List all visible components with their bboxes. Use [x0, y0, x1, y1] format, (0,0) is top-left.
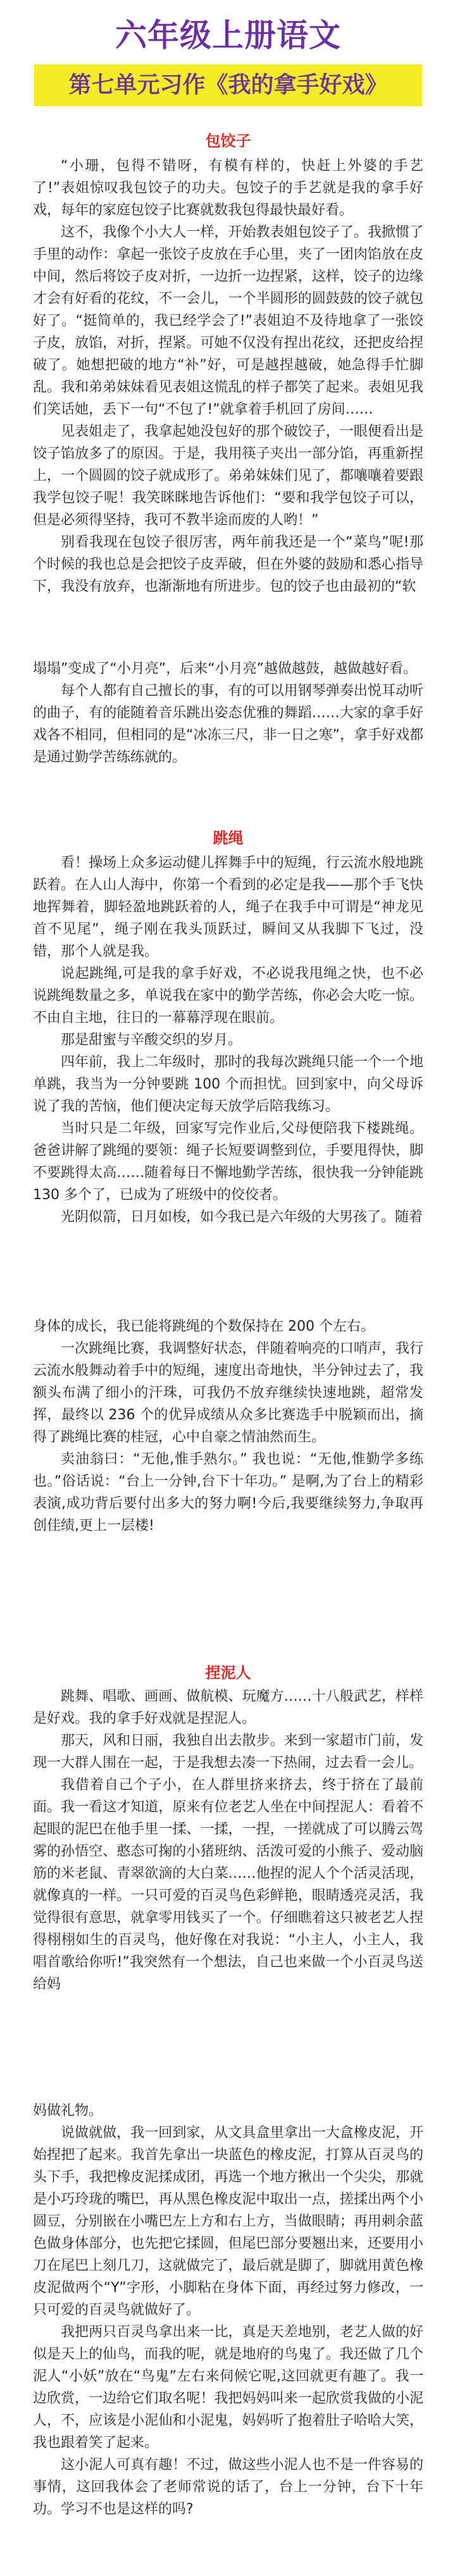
paragraph: 卖油翁曰：“无他,惟手熟尔。” 我也说：“无他,惟勤学多练也。”俗话说：“台上一分钟,台下十年功。” 是啊,为了台上的精彩表演,成功背后要付出多大的努力啊!今后,我要继续努力,争取再创佳绩,更上一层楼! — [33, 1451, 423, 1534]
essay-body-dumplings-part2 — [33, 658, 423, 768]
paragraph: 看！操场上众多运动健儿挥舞手中的短绳，行云流水般地跳跃着。在人山人海中，你第一个看到的必定是我——那个手飞快地挥舞着，脚轻盈地跳跃着的人，绳子在我手中可谓是“神龙见首不见尾”，绳子刚在我头顶跃过，瞬间又从我脚下飞过，没错，那个人就是我。 — [33, 855, 423, 959]
paragraph: 光阴似箭，日月如梭，如今我已是六年级的大男孩了。随着 — [61, 1209, 423, 1225]
paragraph: 我把两只百灵鸟拿出来一比，真是天差地别，老艺人做的好似是天上的仙鸟，而我的呢，就是地府的鸟鬼了。我还做了几个泥人“小妖”放在“鸟鬼”左右来伺候它呢,这回就更有趣了。我一边欣赏，一边给它们取名呢！我把妈妈叫来一起欣赏我做的小泥人，不，应该是小泥仙和小泥鬼，妈妈听了抱着肚子哈哈大笑，我也跟着笑了起来。 — [33, 2324, 423, 2451]
paragraph: 那是甜蜜与辛酸交织的岁月。 — [61, 1032, 242, 1048]
paragraph: 每个人都有自己擅长的事，有的可以用钢琴弹奏出悦耳动听的曲子，有的能随着音乐跳出姿态优雅的舞蹈……大家的拿手好戏各不相同，但相同的是“冰冻三尺，非一日之寒”，拿手好戏都是通过勤学苦练练就的。 — [33, 683, 423, 765]
paragraph: “小珊，包得不错呀，有模有样的，快赶上外婆的手艺了!”表姐惊叹我包饺子的功夫。包饺子的手艺就是我的拿手好戏，每年的家庭包饺子比赛就数我包得最快最好看。 — [33, 158, 423, 218]
paragraph: 身体的成长，我已能将跳绳的个数保持在 200 个左右。 — [33, 1319, 375, 1334]
paragraph: 塌塌”变成了“小月亮”，后来“小月亮”越做越鼓，越做越好看。 — [33, 661, 417, 677]
essay-title-dumplings: 包饺子 — [205, 132, 251, 150]
unit-subtitle-banner: 第七单元习作《我的拿手好戏》 — [34, 65, 422, 106]
paragraph: 这小泥人可真有趣！不过，做这些小泥人也不是一件容易的事情，这回我体会了老师常说的话了，台上一分钟，台下十年功。学习不也是这样的吗? — [33, 2457, 423, 2517]
essay-body-clay-figurines-part1 — [33, 1685, 423, 1995]
paragraph: 说做就做，我一回到家，从文具盒里拿出一大盒橡皮泥，开始捏把了起来。我首先拿出一块蓝色的橡皮泥，打算从百灵鸟的头下手，我把橡皮泥揉成团，再选一个地方揪出一个尖尖，那就是小巧玲珑的嘴巴，再从黑色橡皮泥中取出一点，搓揉出两个小圆豆，分别嵌在小嘴巴左上方和右上方，当做眼睛；再用刺余蓝色做身体部分，也先把它揉圆，但尾巴部分要翘出来，还要用小刀在尾巴上刻几刀，这就做完了，最后就是脚了，脚就用黄色橡皮泥做两个“Y”字形，小脚粘在身体下面，再经过努力修改，一只可爱的百灵鸟就做好了。 — [33, 2125, 423, 2318]
paragraph: 说起跳绳,可是我的拿手好戏，不必说我甩绳之快，也不必说跳绳数量之多，单说我在家中的勤学苦练，你必会大吃一惊。不由自主地，往日的一幕幕浮现在眼前。 — [33, 966, 423, 1026]
paragraph: 那天，风和日丽，我独自出去散步。来到一家超市门前，发现一大群人围在一起，于是我想去凑一下热闹，过去看一会儿。 — [33, 1733, 423, 1771]
essay-body-dumplings-part1 — [33, 155, 423, 598]
essay-title-clay-figurines: 捏泥人 — [205, 1664, 251, 1682]
page-title: 六年级上册语文 — [115, 17, 341, 54]
paragraph: 一次跳绳比赛，我调整好状态，伴随着响亮的口哨声，我行云流水般舞动着手中的短绳，速度出奇地快，半分钟过去了，我额头布满了细小的汗珠，可我仍不放弃继续快速地跳，超常发挥，最终以 236 个的优异成绩从众多比赛选手中脱颖而出，摘得了跳绳比赛的桂冠，心中自豪之情油然而生。 — [33, 1341, 423, 1445]
essay-body-jump-rope-part1 — [33, 852, 423, 1228]
paragraph: 别看我现在包饺子很厉害，两年前我还是一个“菜鸟”呢!那个时候的我也总是会把饺子皮弄破，但在外婆的鼓励和悉心指导下，我没有放弃，也渐渐地有所进步。包的饺子也由最初的“软 — [33, 534, 423, 595]
paragraph: 这不，我像个小大人一样，开始教表姐包饺子了。我掀惯了手里的动作：拿起一张饺子皮放在手心里，夹了一团肉馅放在皮中间，然后将饺子皮对折，一边折一边捏紧，这样，饺子的边缘才会有好看的花纹，不一会儿，一个半圆形的圆鼓鼓的饺子就包好了。“挺简单的，我已经学会了!”表姐迫不及待地拿了一张饺子皮，放馅，对折，捏紧。可她不仅没有捏出花纹，还把皮给捏破了。她想把破的地方“补”好，可是越捏越破，她急得手忙脚乱。我和弟弟妹妹看见表姐这慌乱的样子都笑了起来。表姐见我们笑话她，丢下一句“不包了!”就拿着手机回了房间…… — [33, 225, 423, 417]
paragraph: 跳舞、唱歌、画画、做航模、玩魔方……十八般武艺，样样是好戏。我的拿手好戏就是捏泥人。 — [33, 1689, 423, 1727]
paragraph: 四年前，我上二年级时，那时的我每次跳绳只能一个一个地单跳，我当为一分钟要跳 100 个而担忧。回到家中，向父母诉说了我的苦恼，他们便决定每天放学后陪我练习。 — [33, 1054, 423, 1114]
paragraph: 见表姐走了，我拿起她没包好的那个破饺子，一眼便看出是饺子馅放多了的原因。于是，我用筷子夹出一部分馅，再重新捏上，一个圆圆的饺子就成形了。弟弟妹妹们见了，都嚷嚷着要跟我学包饺子呢！我笑眯眯地告诉他们：“要和我学包饺子可以，但是必须得坚持，我可不教半途而废的人哟！” — [33, 424, 423, 528]
essay-title-jump-rope: 跳绳 — [213, 829, 244, 847]
paragraph: 当时只是二年级，回家写完作业后,父母便陪我下楼跳绳。爸爸讲解了跳绳的要领：绳子长短要调整到位，手要甩得快，脚不要跳得太高……随着每日不懈地勤学苦练，很快我一分钟能跳 130 多个了，已成为了班级中的佼佼者。 — [33, 1121, 423, 1203]
paragraph: 妈做礼物。 — [33, 2103, 103, 2119]
essay-body-clay-figurines-part2 — [33, 2100, 423, 2520]
paragraph: 我借着自己个子小，在人群里挤来挤去，终于挤在了最前面。我一看这才知道，原来有位老艺人坐在中间捏泥人：看着不起眼的泥巴在他手里一揉、一揉，一捏，一搓就成了可以腾云驾雾的孙悟空、憨态可掬的小猪班纳、活泼可爱的小熊子、爱动脑筋的米老鼠、青翠欲滴的大白菜……他捏的泥人个个活灵活现，就像真的一样。一只可爱的百灵鸟色彩鲜艳，眼睛透亮灵活，我觉得很有意思，就拿零用钱买了一个。仔细瞧着这只被老艺人捏得栩栩如生的百灵鸟，他好像在对我说：“小主人，小主人，我唱首歌给你听!”我突然有一个想法，自己也来做一个小百灵鸟送给妈 — [33, 1777, 423, 1992]
essay-body-jump-rope-part2 — [33, 1316, 423, 1537]
